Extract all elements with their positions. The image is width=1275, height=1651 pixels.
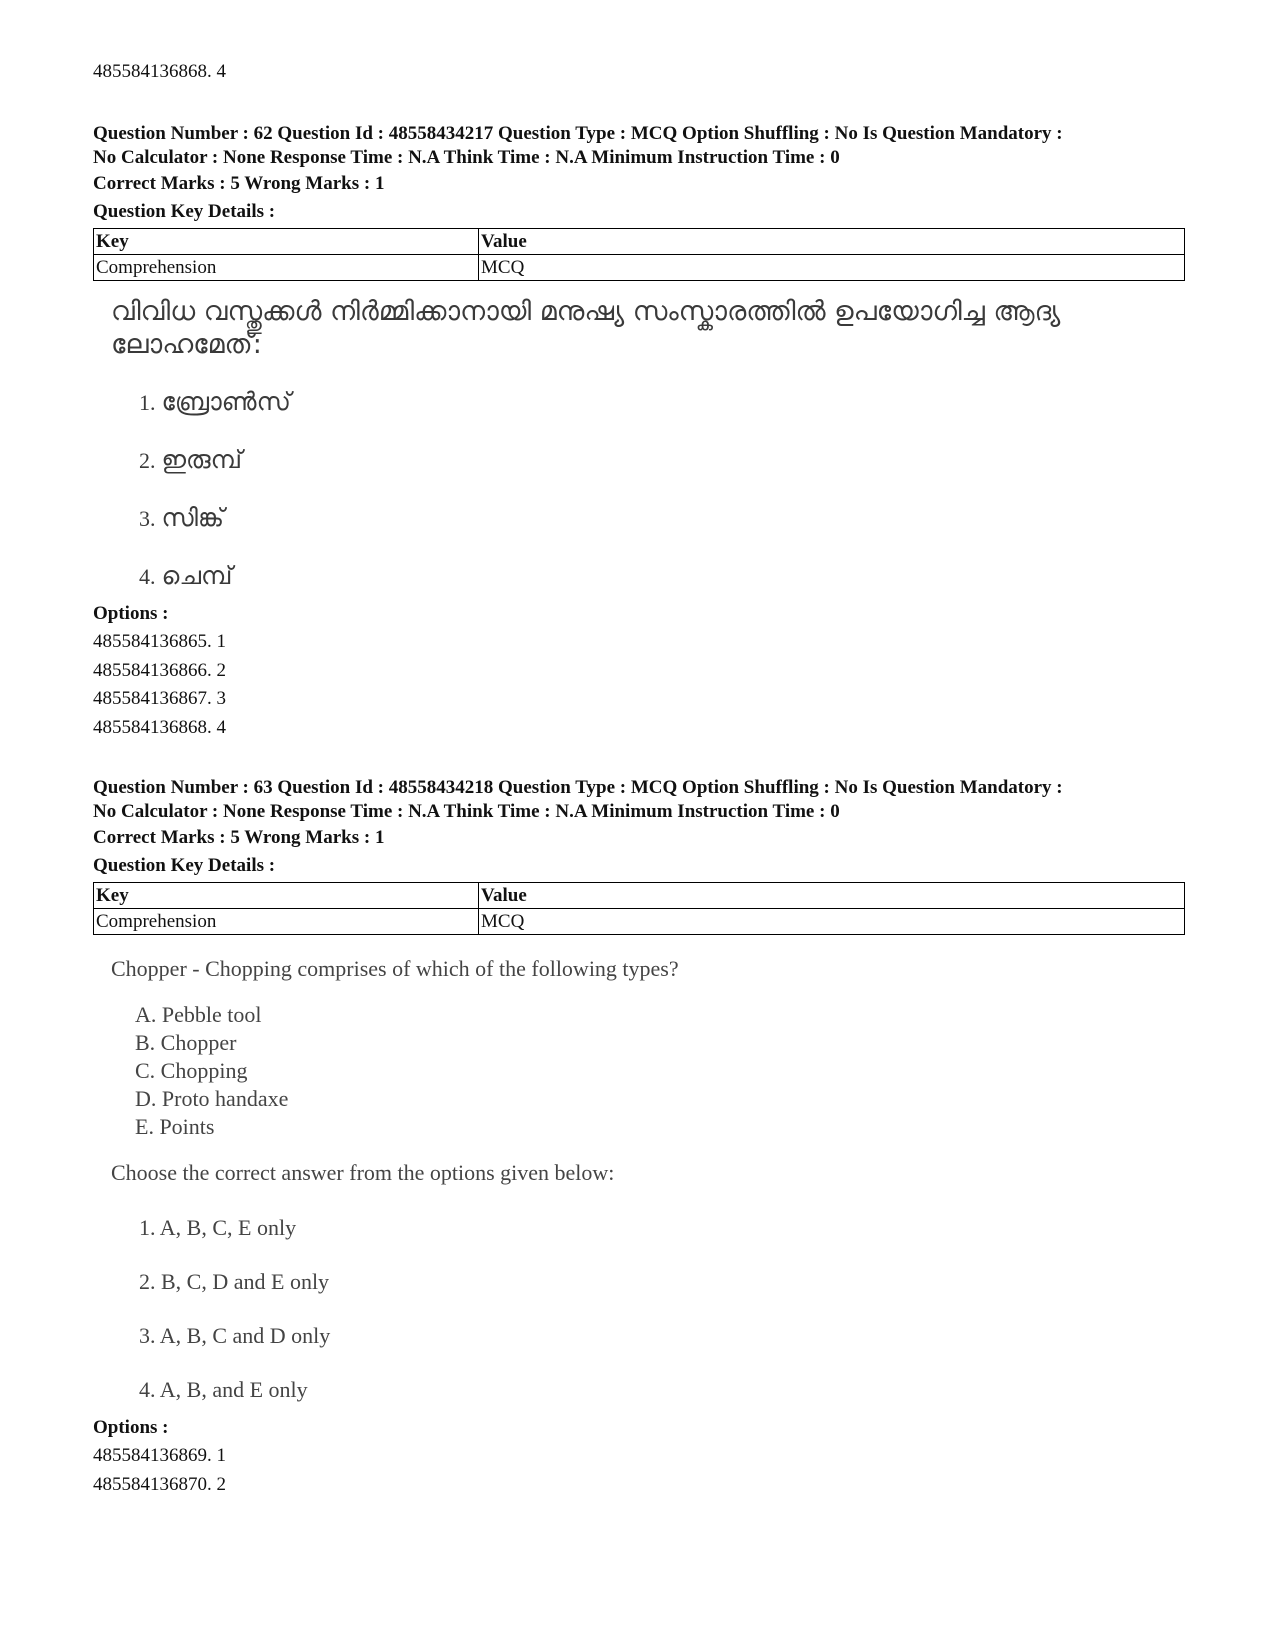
q62-question-image xyxy=(93,295,1185,605)
q62-options-title: Options : xyxy=(93,603,169,624)
list-item: C. Chopping xyxy=(135,1058,248,1083)
q63-key-details-title: Question Key Details : xyxy=(93,855,276,876)
q62-key-details-title: Question Key Details : xyxy=(93,201,276,222)
option-line: 485584136866. 2 xyxy=(93,659,226,681)
q62-question-text: വിവിധ വസ്തുക്കൾ നിർമ്മിക്കാനായി മനുഷ്യ സംസ്കാരത്തിൽ ഉപയോഗിച്ച ആദ്യ ലോഹമേത്: xyxy=(111,296,1061,360)
q63-header-line-2: No Calculator : None Response Time : N.A Think Time : N.A Minimum Instruction Time : 0 xyxy=(93,801,840,822)
choice-item: 4. A, B, and E only xyxy=(139,1377,308,1402)
q63-choice-list xyxy=(139,1201,1185,1417)
choice-text: ബ്രോൺസ് xyxy=(161,387,291,416)
q63-marks: Correct Marks : 5 Wrong Marks : 1 xyxy=(93,827,385,848)
option-line: 485584136869. 1 xyxy=(93,1445,226,1466)
choice-item xyxy=(139,489,1185,547)
q63-choose-instruction: Choose the correct answer from the options given below: xyxy=(111,1160,615,1185)
q63-key-details-table xyxy=(93,882,1185,935)
choice-number: 3. xyxy=(139,506,156,531)
option-line: 485584136867. 3 xyxy=(93,688,226,709)
list-item: D. Proto handaxe xyxy=(135,1086,289,1111)
choice-item: 2. B, C, D and E only xyxy=(139,1269,330,1294)
q62-header-line-2: No Calculator : None Response Time : N.A Think Time : N.A Minimum Instruction Time : 0 xyxy=(93,147,840,168)
table-row xyxy=(94,909,1185,935)
list-item: E. Points xyxy=(135,1114,215,1139)
q63-options-block xyxy=(93,1414,1185,1499)
key-header-cell: Key xyxy=(94,883,479,909)
q63-options-title: Options : xyxy=(93,1417,169,1438)
key-cell: Comprehension xyxy=(94,255,479,281)
choice-text: സിങ്ക് xyxy=(161,503,225,532)
value-cell: MCQ xyxy=(479,909,1185,935)
choice-text: ഇരുമ്പ് xyxy=(161,445,243,474)
table-header-row xyxy=(94,883,1185,909)
q62-marks: Correct Marks : 5 Wrong Marks : 1 xyxy=(93,173,385,194)
question-63-block xyxy=(93,776,1185,1417)
choice-item: 1. A, B, C, E only xyxy=(139,1215,297,1240)
choice-item: 3. A, B, C and D only xyxy=(139,1323,331,1348)
q62-options-block xyxy=(93,600,1185,742)
choice-item xyxy=(139,547,1185,605)
option-line: 485584136870. 2 xyxy=(93,1473,226,1495)
q62-header-line-1: Question Number : 62 Question Id : 48558434217 Question Type : MCQ Option Shuffling : No Is Question Mandatory : xyxy=(93,123,1063,144)
option-line: 485584136865. 1 xyxy=(93,631,226,652)
key-cell: Comprehension xyxy=(94,909,479,935)
table-header-row xyxy=(94,229,1185,255)
value-header-cell: Value xyxy=(479,883,1185,909)
choice-number: 1. xyxy=(139,390,156,415)
option-line: 485584136868. 4 xyxy=(93,716,226,738)
question-62-block xyxy=(93,122,1185,605)
q63-question-text: Chopper - Chopping comprises of which of the following types? xyxy=(111,956,679,981)
table-row xyxy=(94,255,1185,281)
key-header-cell: Key xyxy=(94,229,479,255)
q63-header-line-1: Question Number : 63 Question Id : 48558434218 Question Type : MCQ Option Shuffling : No Is Question Mandatory : xyxy=(93,777,1063,798)
choice-number: 2. xyxy=(139,448,156,473)
choice-text: ചെമ്പ് xyxy=(161,561,233,590)
q63-item-list xyxy=(135,1001,1185,1141)
q63-question-image xyxy=(93,955,1185,1417)
choice-item xyxy=(139,373,1185,431)
list-item: A. Pebble tool xyxy=(135,1002,262,1027)
choice-item xyxy=(139,431,1185,489)
previous-option-line: 485584136868. 4 xyxy=(93,61,226,82)
value-cell: MCQ xyxy=(479,255,1185,281)
choice-number: 4. xyxy=(139,564,156,589)
q62-choice-list xyxy=(139,373,1185,605)
list-item: B. Chopper xyxy=(135,1030,237,1055)
value-header-cell: Value xyxy=(479,229,1185,255)
q62-key-details-table xyxy=(93,228,1185,281)
